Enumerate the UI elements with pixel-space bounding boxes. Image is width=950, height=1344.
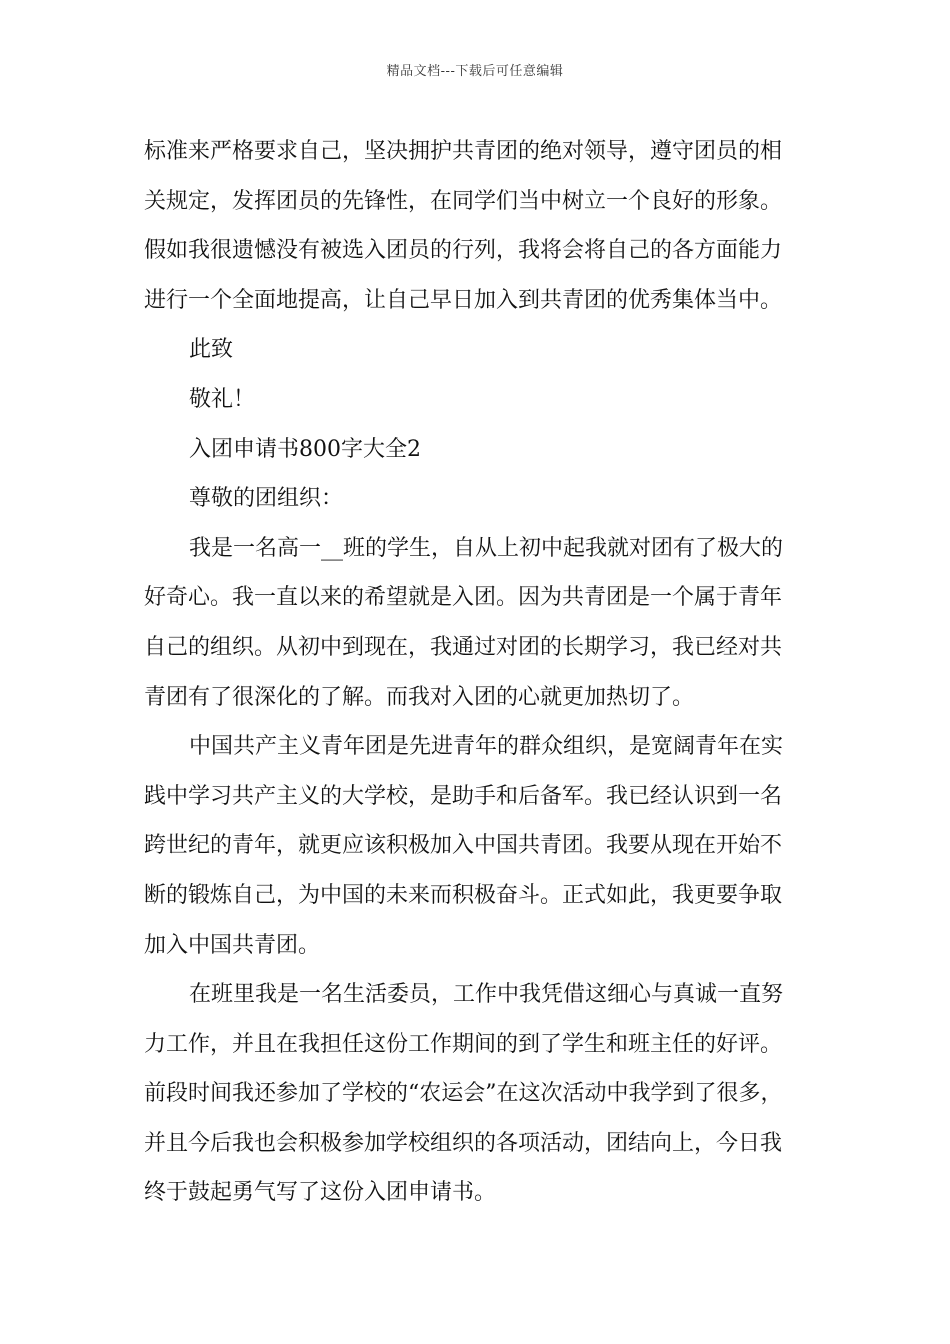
text-line: 青团有了很深化的了解。而我对入团的心就更加热切了。 bbox=[144, 684, 695, 710]
section-title: 入团申请书800字大全2 bbox=[189, 436, 421, 462]
text-line: 断的锻炼自己，为中国的未来而积极奋斗。正式如此，我更要争取 bbox=[144, 882, 783, 908]
greeting-line: 尊敬的团组织： bbox=[189, 486, 344, 512]
text-line: 并且今后我也会积极参加学校组织的各项活动，团结向上，今日我 bbox=[144, 1130, 783, 1156]
text-line: 关规定，发挥团员的先锋性，在同学们当中树立一个良好的形象。 bbox=[144, 188, 783, 214]
text-line: 终于鼓起勇气写了这份入团申请书。 bbox=[144, 1180, 497, 1206]
paragraph-start: 中国共产主义青年团是先进青年的群众组织，是宽阔青年在实 bbox=[189, 734, 784, 760]
text-line: 好奇心。我一直以来的希望就是入团。因为共青团是一个属于青年 bbox=[144, 585, 783, 611]
document-body bbox=[144, 127, 824, 1218]
text-line: 力工作，并且在我担任这份工作期间的到了学生和班主任的好评。 bbox=[144, 1031, 783, 1057]
text-line: 前段时间我还参加了学校的“农运会”在这次活动中我学到了很多， bbox=[144, 1081, 783, 1107]
page-header: 精品文档---下载后可任意编辑 bbox=[386, 64, 564, 79]
text-line: 跨世纪的青年，就更应该积极加入中国共青团。我要从现在开始不 bbox=[144, 833, 783, 859]
text-line: 标准来严格要求自己，坚决拥护共青团的绝对领导，遵守团员的相 bbox=[144, 139, 783, 164]
text-line: 自己的组织。从初中到现在，我通过对团的长期学习，我已经对共 bbox=[144, 634, 783, 660]
paragraph-start: 在班里我是一名生活委员，工作中我凭借这细心与真诚一直努 bbox=[189, 982, 784, 1008]
closing-line: 此致 bbox=[189, 337, 234, 363]
text-line: 进行一个全面地提高，让自己早日加入到共青团的优秀集体当中。 bbox=[144, 287, 783, 313]
paragraph-start: 我是一名高一__班的学生，自从上初中起我就对团有了极大的 bbox=[189, 535, 784, 561]
text-line: 加入中国共青团。 bbox=[144, 932, 321, 958]
text-line: 践中学习共产主义的大学校，是助手和后备军。我已经认识到一名 bbox=[144, 783, 783, 809]
text-line: 假如我很遗憾没有被选入团员的行列，我将会将自己的各方面能力 bbox=[144, 238, 783, 264]
salutation-line: 敬礼！ bbox=[189, 386, 256, 412]
